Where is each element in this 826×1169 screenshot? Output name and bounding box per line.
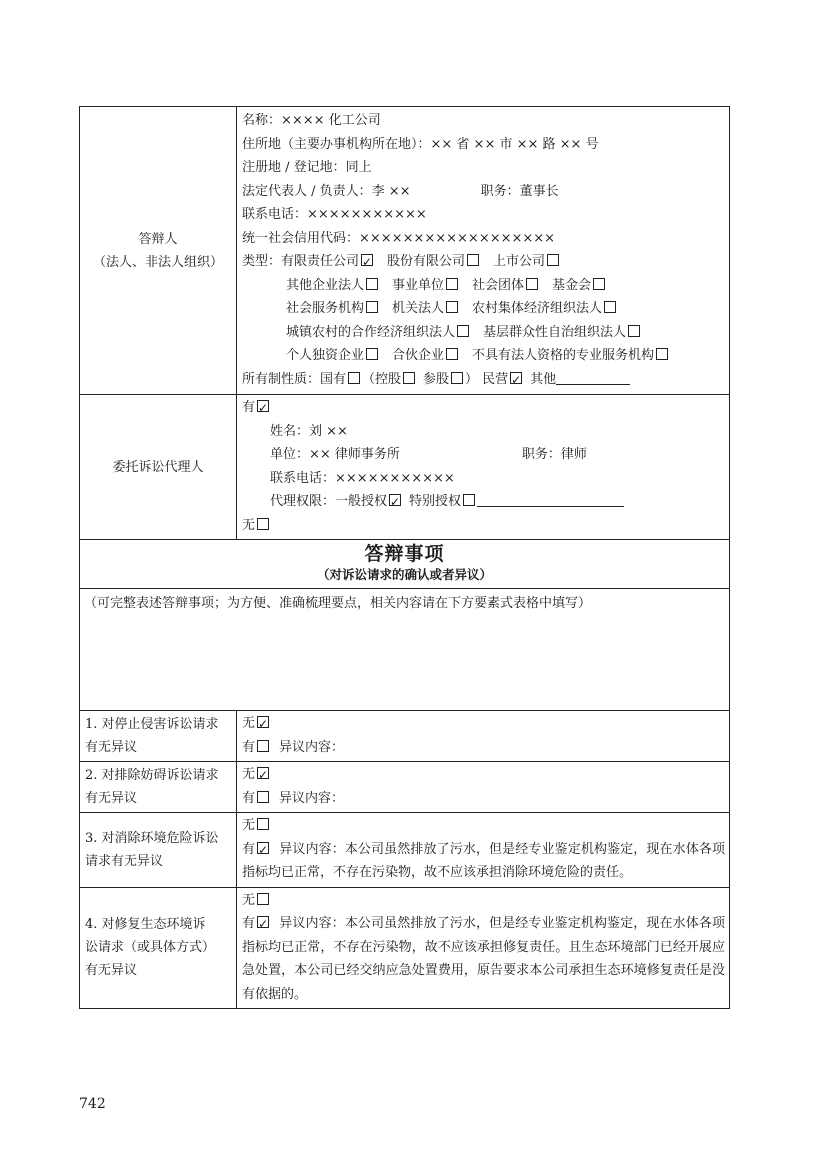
type-row — [242, 344, 729, 368]
ownership-line: 所有制性质：国有 （控股 参股 ） 民营✓ 其他 — [242, 368, 729, 392]
respondent-rep-title: 职务：董事长 — [480, 183, 559, 199]
checkbox-agent-yes[interactable] — [257, 400, 269, 412]
objection-item-content: 无 有✓ 异议内容：本公司虽然排放了污水，但是经专业鉴定机构鉴定，现在水体各项指标均已正常，不存在污染物，故不应该承担消除环境危险的责任。 — [237, 813, 730, 888]
type-option-checkbox[interactable] — [628, 325, 640, 337]
objection-item-content: 无 有✓ 异议内容：本公司虽然排放了污水，但是经专业鉴定机构鉴定，现在水体各项指标均已正常，不存在污染物，故不应该承担修复责任。且生态环境部门已经开展应急处置，本公司已经交纳应急处置费用，原告要求本公司承担生态环境修复责任是没有依据的。 — [237, 887, 730, 1009]
type-option-checkbox[interactable] — [457, 325, 469, 337]
respondent-rep-line — [242, 180, 729, 204]
type-row — [242, 297, 729, 321]
objection-text[interactable]: 本公司虽然排放了污水，但是经专业鉴定机构鉴定，现在水体各项指标均已正常，不存在污染物，故不应该承担修复责任。且生态环境部门已经开展应急处置，本公司已经交纳应急处置费用，原告要求本公司承担生态环境修复责任是没有依据的。 — [242, 916, 725, 1002]
objection-item-row — [80, 762, 730, 813]
type-option-checkbox[interactable] — [446, 278, 458, 290]
type-option-label: 合伙企业 — [392, 348, 445, 363]
objection-item-row — [80, 813, 730, 888]
agent-authority: 代理权限：一般授权✓ 特别授权 — [242, 490, 729, 514]
checkbox-has-objection[interactable] — [257, 916, 269, 928]
section-title: 答辩事项 — [364, 543, 445, 565]
respondent-address: 住所地（主要办事机构所在地）：×× 省 ×× 市 ×× 路 ×× 号 — [242, 136, 599, 152]
agent-details: 有✓ 姓名：刘 ×× 单位：×× 律师事务所 职务：律师 联系电话：××××××××××× 代理权限：一般授权✓ 特别授权 无 — [237, 395, 730, 540]
type-option-label: 有限责任公司 — [281, 254, 360, 269]
free-text-note: （可完整表述答辩事项；为方便、准确梳理要点，相关内容请在下方要素式表格中填写） — [84, 596, 592, 611]
type-option-label: 事业单位 — [392, 277, 445, 293]
type-option-label: 股份有限公司 — [387, 254, 466, 269]
type-option-label: 社会服务机构 — [286, 301, 365, 316]
type-option-label: 城镇农村的合作经济组织法人 — [286, 324, 456, 340]
type-option-checkbox[interactable] — [361, 254, 373, 266]
agent-row — [80, 395, 730, 540]
special-authority-blank[interactable] — [477, 492, 624, 507]
checkbox-no-objection[interactable] — [257, 818, 269, 830]
type-option-checkbox[interactable] — [547, 254, 559, 266]
respondent-name: 名称：×××× 化工公司 — [242, 113, 381, 128]
agent-unit: 单位：×× 律师事务所 — [270, 447, 400, 462]
type-option-label: 基层群众性自治组织法人 — [483, 324, 627, 340]
objection-item-label: 2. 对排除妨碍诉讼请求 有无异议 — [80, 762, 237, 813]
type-row — [242, 321, 729, 345]
agent-label: 委托诉讼代理人 — [80, 395, 237, 540]
respondent-label: 答辩人 （法人、非法人组织） — [80, 107, 237, 395]
objection-item-row — [80, 711, 730, 762]
respondent-phone: 联系电话：××××××××××× — [242, 207, 427, 222]
type-option-label: 社会团体 — [472, 277, 525, 293]
type-option-checkbox[interactable] — [467, 254, 479, 266]
objection-item-content: 无✓ 有 异议内容： — [237, 762, 730, 813]
type-option-label: 其他企业法人 — [286, 277, 365, 293]
checkbox-private[interactable] — [510, 372, 522, 384]
section-heading — [80, 540, 730, 589]
type-option-label: 基金会 — [552, 277, 592, 293]
type-option-label: 个人独资企业 — [286, 348, 365, 363]
type-option-checkbox[interactable] — [366, 278, 378, 290]
checkbox-state-owned[interactable] — [348, 372, 360, 384]
agent-phone: 联系电话：××××××××××× — [270, 470, 455, 486]
agent-title: 职务：律师 — [521, 447, 587, 462]
type-option-label: 上市公司 — [493, 254, 546, 269]
respondent-rep: 法定代表人 / 负责人：李 ×× — [242, 183, 411, 199]
checkbox-agent-no[interactable] — [257, 518, 269, 530]
type-option-checkbox[interactable] — [446, 348, 458, 360]
type-row — [242, 274, 729, 298]
type-option-checkbox[interactable] — [446, 301, 458, 313]
objection-item-label: 4. 对修复生态环境诉 讼请求（或具体方式） 有无异议 — [80, 887, 237, 1009]
checkbox-special-authority[interactable] — [463, 494, 475, 506]
objection-item-content: 无✓ 有 异议内容： — [237, 711, 730, 762]
ownership-other-blank[interactable] — [556, 370, 630, 385]
type-option-label: 不具有法人资格的专业服务机构 — [472, 348, 655, 363]
objection-item-row — [80, 887, 730, 1009]
items-body — [80, 711, 730, 1009]
type-option-checkbox[interactable] — [366, 301, 378, 313]
objection-text[interactable]: 本公司虽然排放了污水，但是经专业鉴定机构鉴定，现在水体各项指标均已正常，不存在污染物，故不应该承担消除环境危险的责任。 — [242, 841, 725, 880]
respondent-type-list — [242, 250, 729, 368]
objection-item-label: 1. 对停止侵害诉讼请求 有无异议 — [80, 711, 237, 762]
type-option-label: 农村集体经济组织法人 — [472, 301, 603, 316]
checkbox-has-objection[interactable] — [257, 740, 269, 752]
checkbox-no-objection[interactable] — [257, 893, 269, 905]
type-row: 类型：有限责任公司✓ 股份有限公司 上市公司 — [242, 250, 729, 274]
defense-form-table — [79, 106, 730, 1009]
checkbox-general-authority[interactable] — [389, 494, 401, 506]
checkbox-has-objection[interactable] — [257, 842, 269, 854]
checkbox-no-objection[interactable] — [257, 716, 269, 728]
respondent-row — [80, 107, 730, 395]
checkbox-share[interactable] — [451, 372, 463, 384]
free-text-area[interactable] — [80, 589, 730, 711]
type-option-checkbox[interactable] — [526, 278, 538, 290]
type-option-checkbox[interactable] — [593, 278, 605, 290]
respondent-details — [237, 107, 730, 395]
checkbox-no-objection[interactable] — [257, 767, 269, 779]
agent-name: 姓名：刘 ×× — [270, 423, 348, 439]
section-subtitle: （对诉讼请求的确认或者异议） — [316, 567, 492, 582]
checkbox-has-objection[interactable] — [257, 791, 269, 803]
checkbox-controlling[interactable] — [403, 372, 415, 384]
respondent-credit-code: 统一社会信用代码：×××××××××××××××××× — [242, 230, 556, 246]
type-option-checkbox[interactable] — [604, 301, 616, 313]
section-heading-row — [80, 540, 730, 589]
type-option-checkbox[interactable] — [366, 348, 378, 360]
type-option-label: 机关法人 — [392, 301, 445, 316]
type-option-checkbox[interactable] — [656, 348, 668, 360]
free-text-row — [80, 589, 730, 711]
objection-item-label: 3. 对消除环境危险诉讼 请求有无异议 — [80, 813, 237, 888]
page-number: 742 — [79, 1096, 106, 1112]
respondent-registered: 注册地 / 登记地：同上 — [242, 160, 372, 175]
